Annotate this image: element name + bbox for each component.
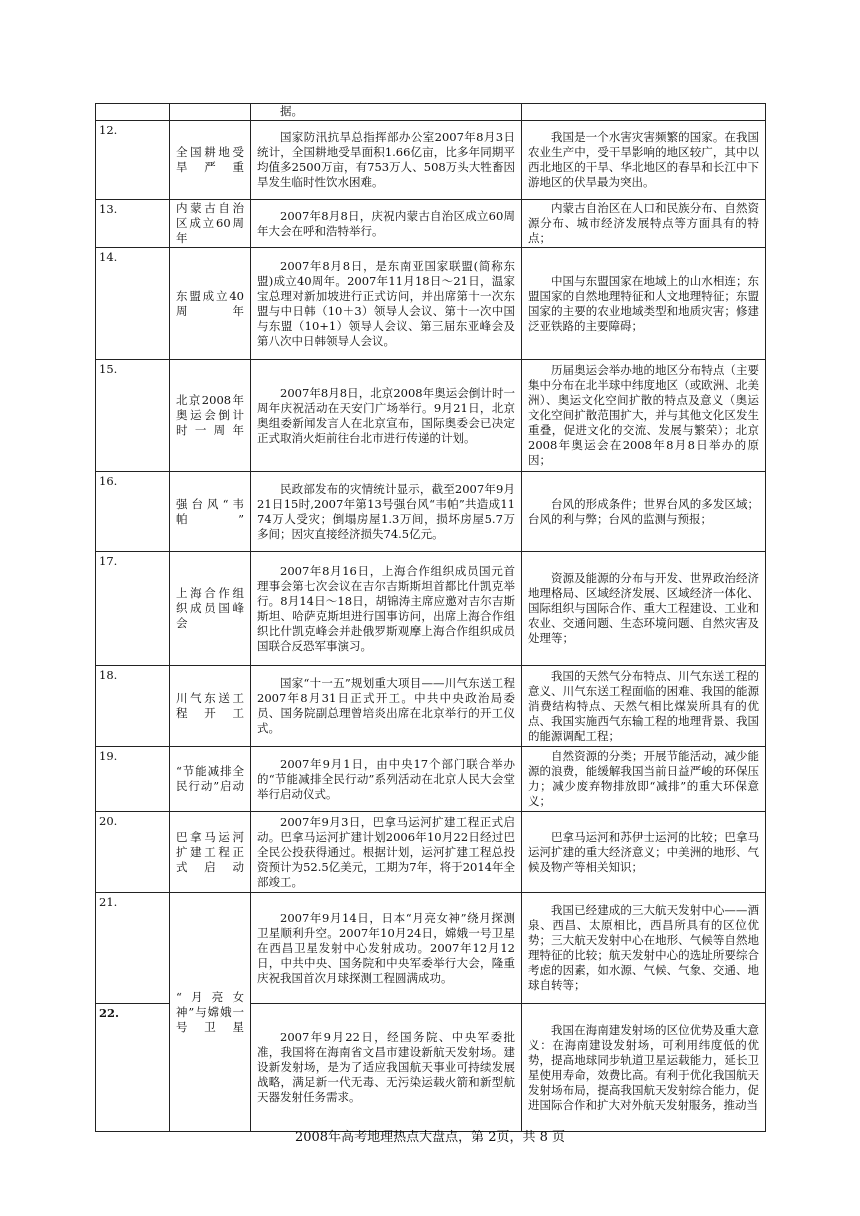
- table-row: [96, 104, 766, 121]
- row-number: 21.: [96, 893, 170, 1004]
- row-event: 国家“十一五”规划重大项目——川气东送工程2007年8月31日正式开工。中共中央政治局委员、国务院副总理曾培炎出席在北京举行的开工仪式。: [251, 666, 522, 747]
- row-point: 历届奥运会举办地的地区分布特点（主要集中分布在北半球中纬度地区（或欧洲、北美洲）、奥运文化空间扩散的特点及意义（奥运文化空间扩散范围扩大，并与其他文化区发生重叠，促进文化的交流、发展与繁荣）；北京2008年奥运会在2008年8月8日举办的原因；: [522, 360, 766, 472]
- table-row: [96, 747, 766, 812]
- row-event: 2007年9月22日，经国务院、中央军委批准，我国将在海南省文昌市建设新航天发射场。建设新发射场，是为了适应我国航天事业可持续发展战略，满足新一代无毒、无污染运载火箭和新型航天器发射任务需求。: [251, 1004, 522, 1132]
- row-title: 内蒙古自治区成立60周年: [170, 200, 251, 248]
- row-title: 东盟成立40周年: [170, 248, 251, 360]
- table-row: [96, 472, 766, 552]
- row-point: 资源及能源的分布与开发、世界政治经济地理格局、区域经济发展、区域经济一体化、国际组织与国际合作、重大工程建设、工业和农业、交通问题、生态环境问题、自然灾害及处理等；: [522, 552, 766, 666]
- row-number: 16.: [96, 472, 170, 552]
- row-title: 全国耕地受旱严重: [170, 121, 251, 200]
- row-point: 巴拿马运河和苏伊士运河的比较；巴拿马运河扩建的重大经济意义；中美洲的地形、气候及物产等相关知识；: [522, 812, 766, 893]
- row-number: 17.: [96, 552, 170, 666]
- row-title: [170, 104, 251, 121]
- row-title: “月亮女神”与嫦娥一号卫星: [170, 893, 251, 1132]
- table-row: [96, 360, 766, 472]
- row-title: 川气东送工程开工: [170, 666, 251, 747]
- row-point: 我国是一个水害灾害频繁的国家。在我国农业生产中，受干旱影响的地区较广，其中以西北地区的干旱、华北地区的春旱和长江中下游地区的伏旱最为突出。: [522, 121, 766, 200]
- row-point: 内蒙古自治区在人口和民族分布、自然资源分布、城市经济发展特点等方面具有的特点；: [522, 200, 766, 248]
- row-number: 18.: [96, 666, 170, 747]
- row-event: 2007年8月16日，上海合作组织成员国元首理事会第七次会议在吉尔吉斯斯坦首都比什凯克举行。8月14日～18日，胡锦涛主席应邀对吉尔吉斯斯坦、哈萨克斯坦进行国事访问，出席上海合作组织比什凯克峰会并赴俄罗斯观摩上海合作组织成员国联合反恐军事演习。: [251, 552, 522, 666]
- row-event: 据。: [251, 104, 522, 121]
- row-number: 20.: [96, 812, 170, 893]
- row-point: 台风的形成条件；世界台风的多发区域；台风的利与弊；台风的监测与预报；: [522, 472, 766, 552]
- row-number: 22.: [96, 1004, 170, 1132]
- row-event: 2007年8月8日，北京2008年奥运会倒计时一周年庆祝活动在天安门广场举行。9月21日，北京奥组委新闻发言人在北京宣布，国际奥委会已决定正式取消火炬前往台北市进行传递的计划。: [251, 360, 522, 472]
- row-event: 2007年9月3日，巴拿马运河扩建工程正式启动。巴拿马运河扩建计划2006年10月22日经过巴全民公投获得通过。根据计划，运河扩建工程总投资预计为52.5亿美元，工期为7年，将于2014年全部竣工。: [251, 812, 522, 893]
- row-event: 民政部发布的灾情统计显示，截至2007年9月21日15时,2007年第13号强台风“韦帕”共造成1174万人受灾；倒塌房屋1.3万间，损坏房屋5.7万多间；因灾直接经济损失74.5亿元。: [251, 472, 522, 552]
- table-row: [96, 552, 766, 666]
- table-row: [96, 812, 766, 893]
- row-point: 我国在海南建发射场的区位优势及重大意义：在海南建设发射场，可利用纬度低的优势，提高地球同步轨道卫星运载能力，延长卫星使用寿命，效费比高。有利于优化我国航天发射场布局，提高我国航天发射综合能力，促进国际合作和扩大对外航天发射服务，推动当: [522, 1004, 766, 1132]
- row-title: 上海合作组织成员国峰会: [170, 552, 251, 666]
- row-number: 14.: [96, 248, 170, 360]
- row-point: 我国已经建成的三大航天发射中心——酒泉、西昌、太原相比，西昌所具有的区位优势；三大航天发射中心在地形、气候等自然地理特征的比较；航天发射中心的选址所要综合考虑的因素，如水源、气候、气象、交通、地球自转等；: [522, 893, 766, 1004]
- row-point: 我国的天然气分布特点、川气东送工程的意义、川气东送工程面临的困难、我国的能源消费结构特点、天然气相比煤炭所具有的优点、我国实施西气东输工程的地理背景、我国的能源调配工程；: [522, 666, 766, 747]
- table-row: [96, 248, 766, 360]
- table-row: [96, 893, 766, 1004]
- events-table: [95, 103, 766, 1132]
- row-number: 19.: [96, 747, 170, 812]
- row-event: 2007年8月8日，庆祝内蒙古自治区成立60周年大会在呼和浩特举行。: [251, 200, 522, 248]
- row-number: 13.: [96, 200, 170, 248]
- row-number: [96, 104, 170, 121]
- row-event: 2007年8月8日，是东南亚国家联盟(简称东盟)成立40周年。2007年11月18日～21日，温家宝总理对新加坡进行正式访问，并出席第十一次东盟与中日韩（10＋3）领导人会议、第十一次中国与东盟（10+1）领导人会议、第三届东亚峰会及第八次中日韩领导人会议。: [251, 248, 522, 360]
- row-event: 2007年9月1日，由中央17个部门联合举办的“节能减排全民行动”系列活动在北京人民大会堂举行启动仪式。: [251, 747, 522, 812]
- table-row: [96, 200, 766, 248]
- row-point: 自然资源的分类；开展节能活动，减少能源的浪费，能缓解我国当前日益严峻的环保压力；减少废弃物排放即“减排”的重大环保意义；: [522, 747, 766, 812]
- row-number: 15.: [96, 360, 170, 472]
- row-event: 国家防汛抗旱总指挥部办公室2007年8月3日统计，全国耕地受旱面积1.66亿亩，比多年同期平均值多2500万亩，有753万人、508万头大牲畜因旱发生临时性饮水困难。: [251, 121, 522, 200]
- row-title: “节能减排全民行动”启动: [170, 747, 251, 812]
- row-title: 北京2008年奥运会倒计时一周年: [170, 360, 251, 472]
- row-title: 强台风“韦帕”: [170, 472, 251, 552]
- table-row: [96, 666, 766, 747]
- row-title: 巴拿马运河扩建工程正式启动: [170, 812, 251, 893]
- table-row: [96, 121, 766, 200]
- row-event: 2007年9月14日，日本“月亮女神”绕月探测卫星顺利升空。2007年10月24日，嫦娥一号卫星在西昌卫星发射中心发射成功。2007年12月12日，中共中央、国务院和中央军委举行大会，隆重庆祝我国首次月球探测工程圆满成功。: [251, 893, 522, 1004]
- row-number: 12.: [96, 121, 170, 200]
- row-point: [522, 104, 766, 121]
- row-point: 中国与东盟国家在地域上的山水相连；东盟国家的自然地理特征和人文地理特征；东盟国家的主要的农业地域类型和地质灾害；修建泛亚铁路的主要障碍；: [522, 248, 766, 360]
- page-footer: 2008年高考地理热点大盘点，第 2页，共 8 页: [294, 1130, 566, 1145]
